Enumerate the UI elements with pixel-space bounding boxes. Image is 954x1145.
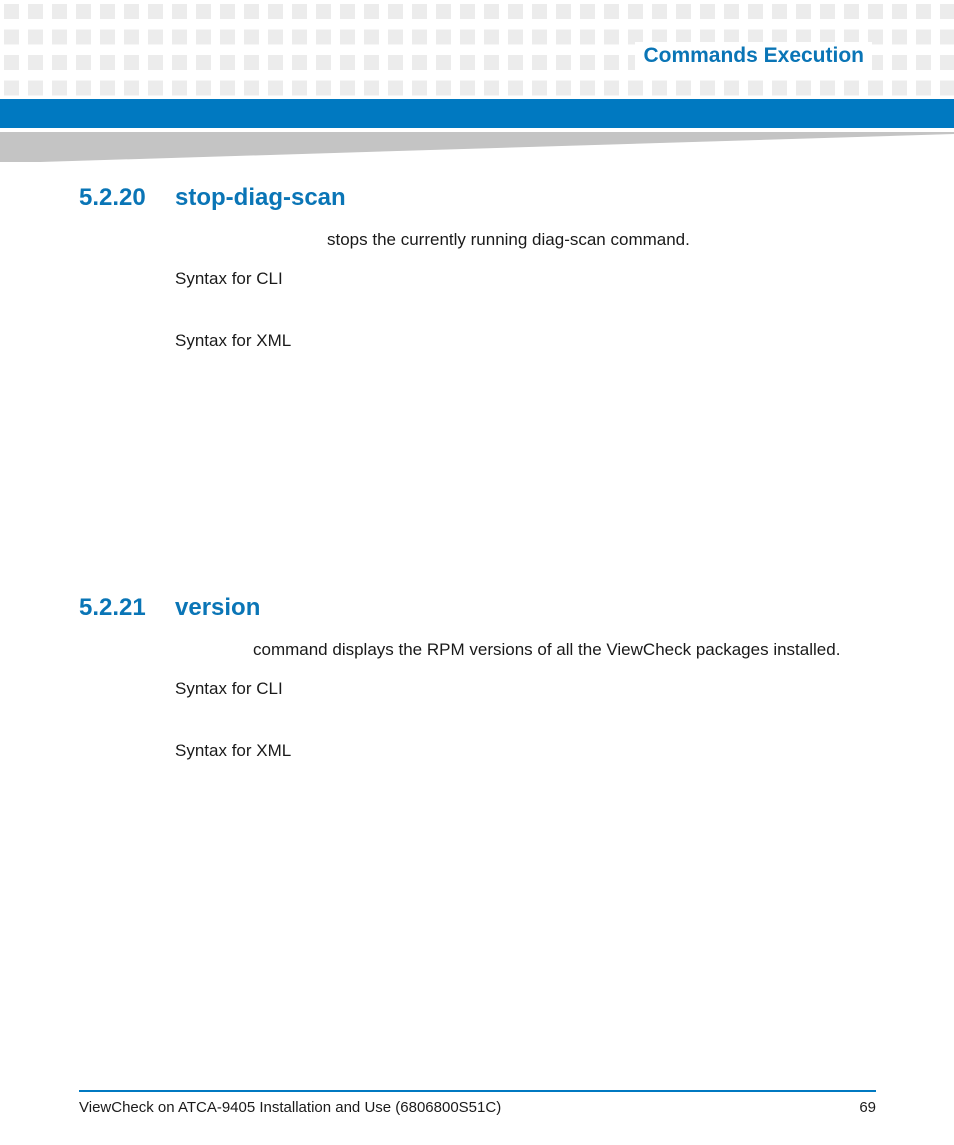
section-description: command displays the RPM versions of all the ViewCheck packages installed. bbox=[253, 640, 841, 659]
syntax-cli-label: Syntax for CLI bbox=[175, 269, 283, 288]
syntax-xml-label: Syntax for XML bbox=[175, 741, 292, 760]
footer-rule bbox=[79, 1090, 876, 1092]
section-title: stop-diag-scan bbox=[175, 184, 346, 211]
section-description: stops the currently running diag-scan command. bbox=[327, 230, 690, 249]
header-gray-wedge bbox=[0, 128, 954, 164]
header-blue-band bbox=[0, 99, 954, 128]
footer-document-title: ViewCheck on ATCA-9405 Installation and Use (6806800S51C) bbox=[79, 1099, 502, 1116]
syntax-xml-label: Syntax for XML bbox=[175, 331, 292, 350]
section-title: version bbox=[175, 594, 261, 621]
section-number: 5.2.20 bbox=[79, 184, 146, 211]
syntax-cli-label: Syntax for CLI bbox=[175, 679, 283, 698]
header-title: Commands Execution bbox=[635, 42, 872, 70]
page-number: 69 bbox=[859, 1099, 876, 1116]
section-heading-version bbox=[79, 594, 260, 622]
section-heading-stop-diag-scan bbox=[79, 184, 346, 212]
section-number: 5.2.21 bbox=[79, 594, 146, 621]
